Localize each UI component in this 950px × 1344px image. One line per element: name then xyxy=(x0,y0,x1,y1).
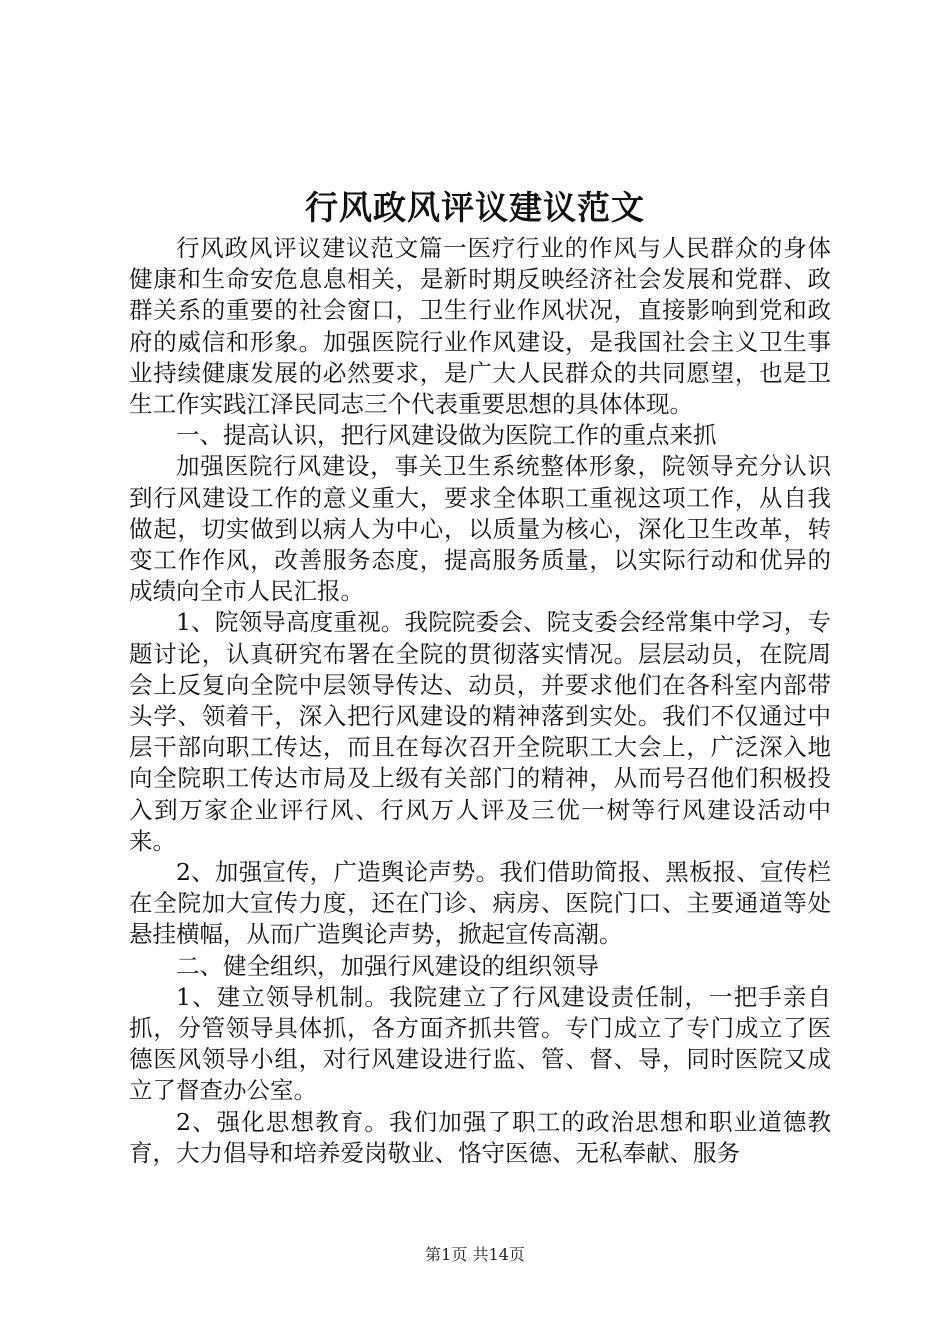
section-heading-two: 二、健全组织，加强行风建设的组织领导 xyxy=(176,951,599,980)
document-title: 行风政风评议建议范文 xyxy=(305,188,645,227)
page-total: 共14页 xyxy=(472,1245,525,1264)
paragraph-item-leadership: 1、院领导高度重视。我院院委会、院支委会经常集中学习，专题讨论，认真研究布署在全院的贯彻落实情况。层层动员，在院周会上反复向全院中层领导传达、动员，并要求他们在各科室内部带头学、领着干，深入把行风建设的精神落到实处。我们不仅通过中层干部向职工传达，而且在每次召开全院职工大会上，广泛深入地向全院职工传达市局及上级有关部门的精神，从而号召他们积极投入到万家企业评行风、行风万人评及三优一树等行风建设活动中来。 xyxy=(129,608,831,855)
page-number: 第1页 xyxy=(425,1245,468,1264)
paragraph-item-publicity: 2、加强宣传，广造舆论声势。我们借助简报、黑板报、宣传栏在全院加大宣传力度，还在门诊、病房、医院门口、主要通道等处悬挂横幅，从而广造舆论声势，掀起宣传高潮。 xyxy=(129,858,831,949)
paragraph-item-education: 2、强化思想教育。我们加强了职工的政治思想和职业道德教育，大力倡导和培养爱岗敬业、恪守医德、无私奉献、服务 xyxy=(129,1107,831,1167)
paragraph-intro: 行风政风评议建议范文篇一医疗行业的作风与人民群众的身体健康和生命安危息息相关，是新时期反映经济社会发展和党群、政群关系的重要的社会窗口，卫生行业作风状况，直接影响到党和政府的威信和形象。加强医院行业作风建设，是我国社会主义卫生事业持续健康发展的必然要求，是广大人民群众的共同愿望，也是卫生工作实践江泽民同志三个代表重要思想的具体体现。 xyxy=(129,234,831,419)
page-footer xyxy=(0,1244,950,1266)
paragraph-section-one: 加强医院行风建设，事关卫生系统整体形象，院领导充分认识到行风建设工作的意义重大，要求全体职工重视这项工作，从自我做起，切实做到以病人为中心，以质量为核心，深化卫生改革，转变工作作风，改善服务态度，提高服务质量，以实际行动和优异的成绩向全市人民汇报。 xyxy=(129,452,831,606)
section-heading-one: 一、提高认识，把行风建设做为医院工作的重点来抓 xyxy=(176,421,717,450)
paragraph-item-mechanism: 1、建立领导机制。我院建立了行风建设责任制，一把手亲自抓，分管领导具体抓，各方面齐抓共管。专门成立了专门成立了医德医风领导小组，对行风建设进行监、管、督、导，同时医院又成立了督查办公室。 xyxy=(129,982,831,1105)
document-body xyxy=(129,233,831,1169)
